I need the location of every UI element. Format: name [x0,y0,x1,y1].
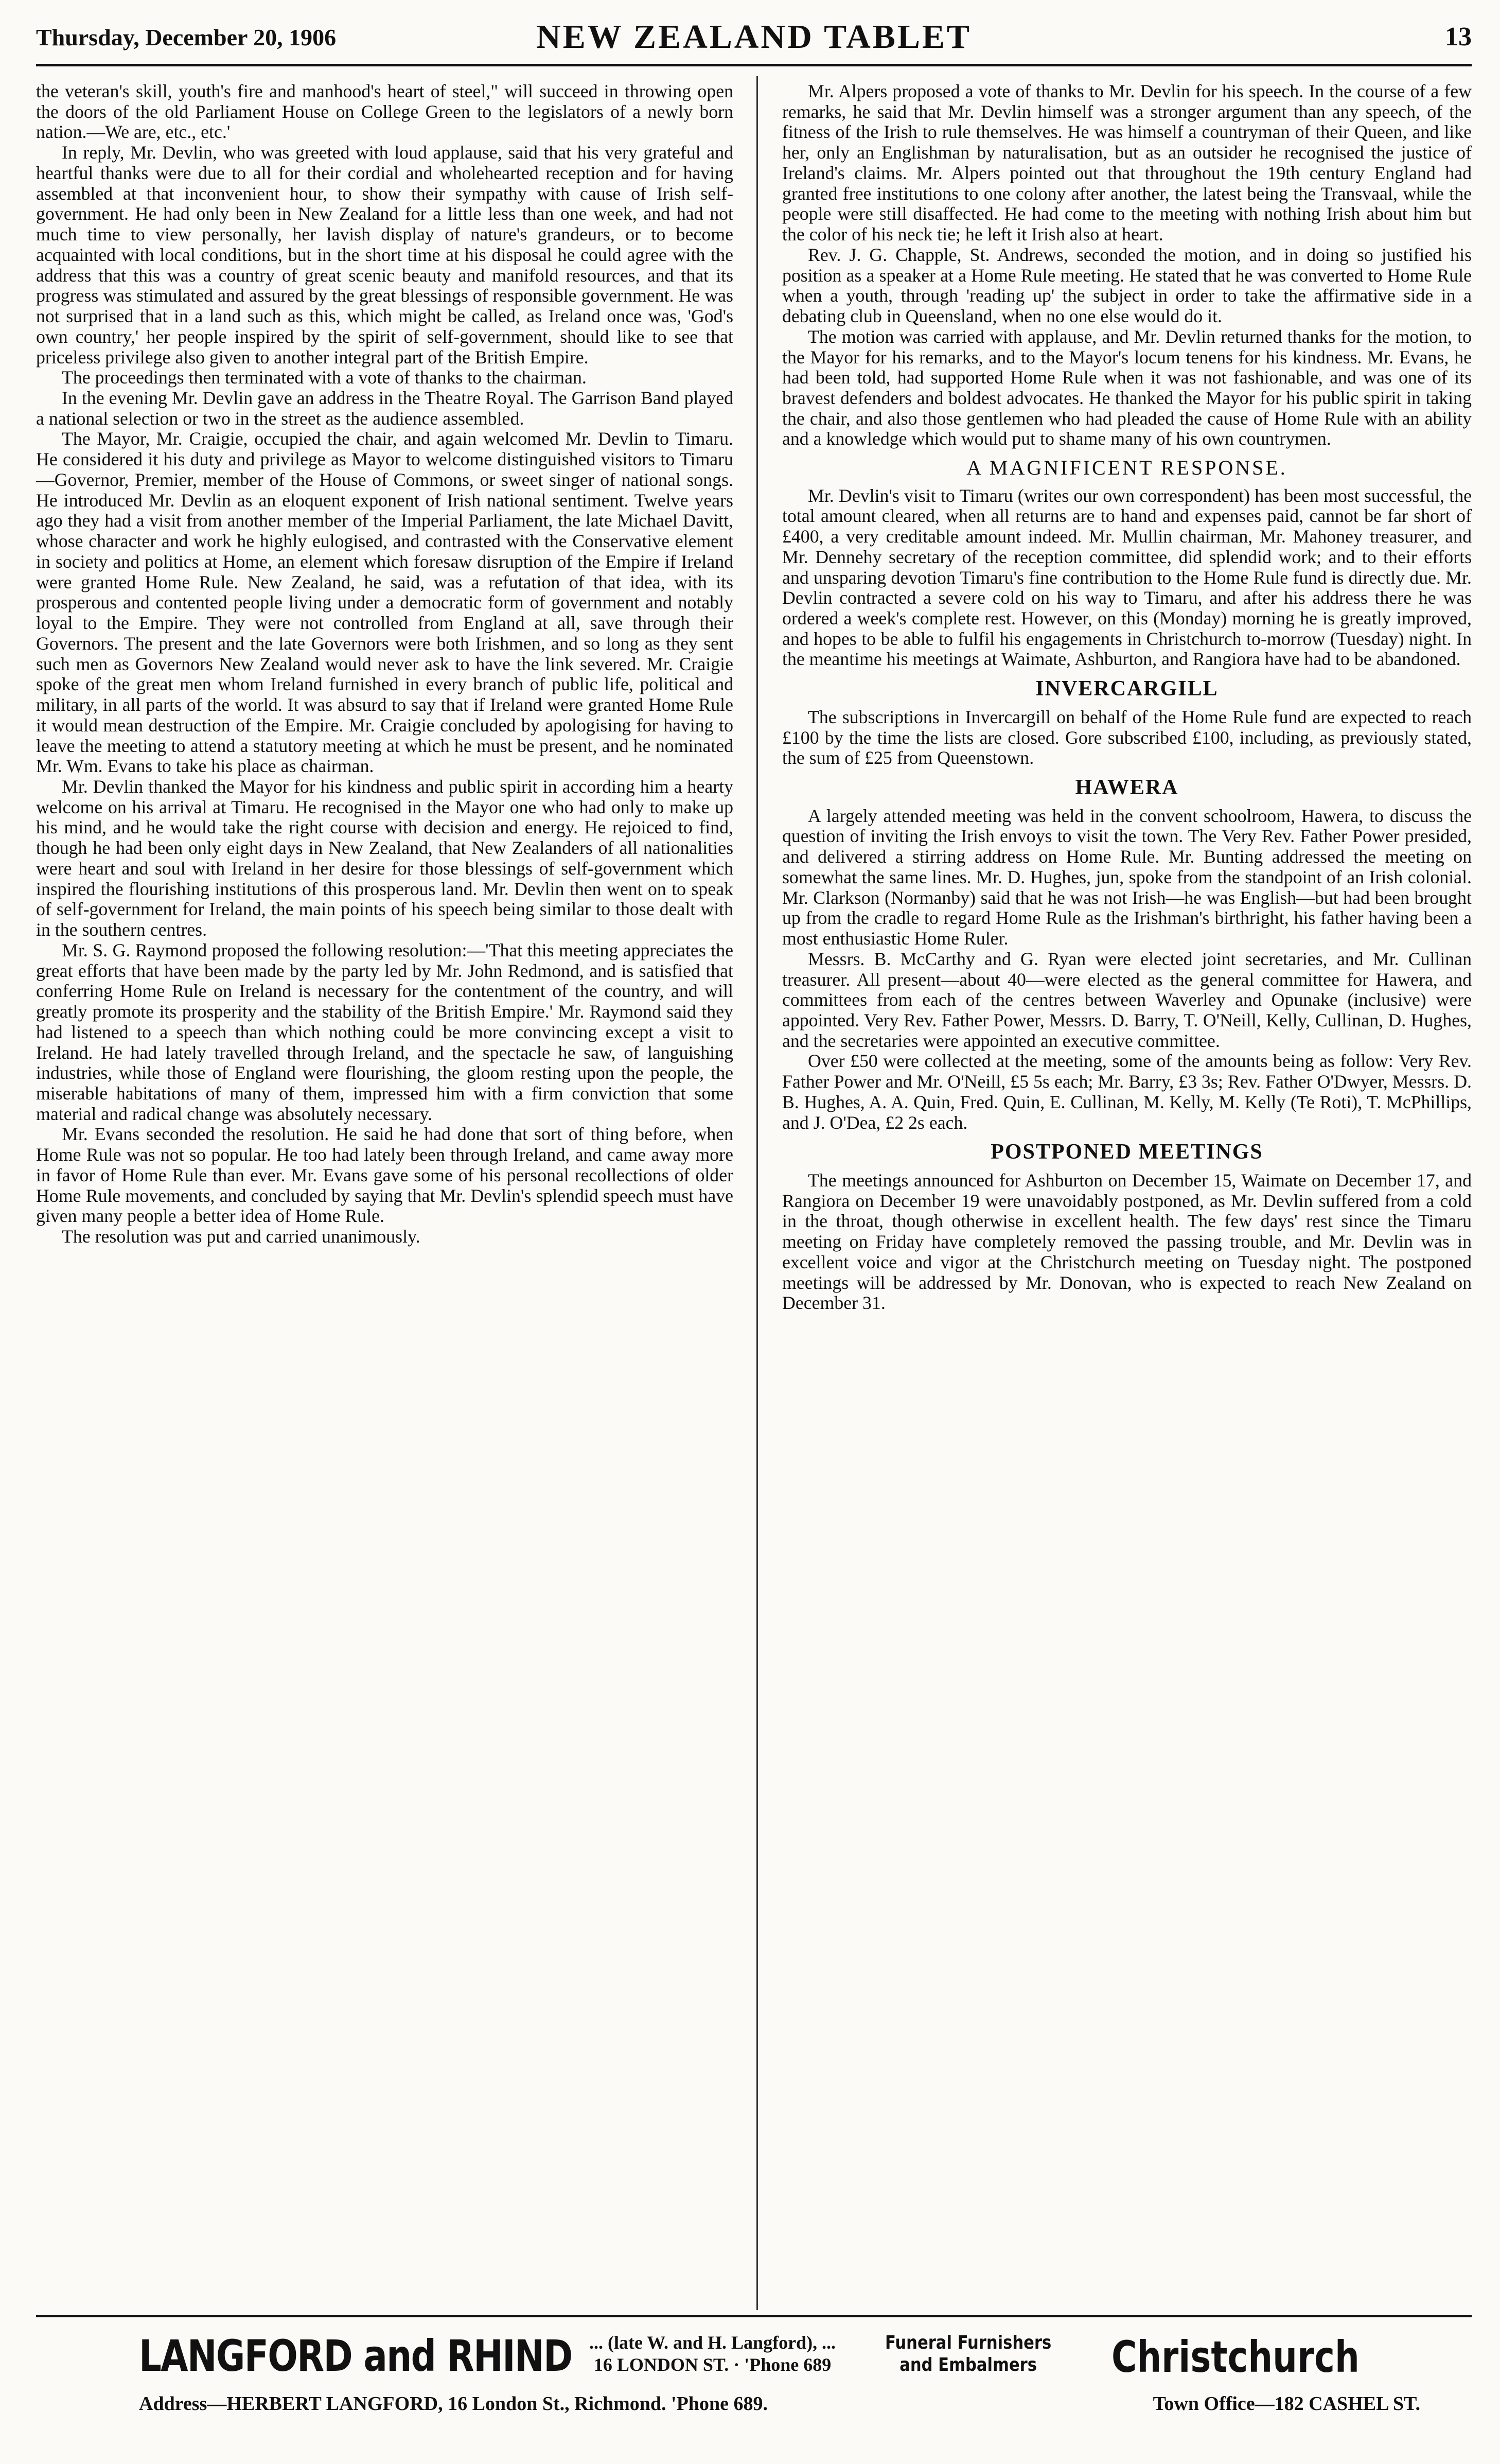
paragraph: The subscriptions in Invercargill on behalf of the Home Rule fund are expected to reach £100 by the time the lists are closed. Gore subscribed £100, including, as previously stated, the sum of £25 from Queenstown. [782,706,1472,768]
left-column [36,81,733,1247]
column-rule [756,76,758,2310]
right-column [782,81,1472,1314]
paragraph: Mr. Devlin thanked the Mayor for his kindness and public spirit in according him a hearty welcome on his arrival at Timaru. He recognised in the Mayor one who had only to make up his mind, and he would take the right course with decision and energy. He rejoiced to find, though he had been only eight days in New Zealand, that New Zealanders of all nationalities were heart and soul with Ireland in her desire for those blessings of self-government which inspired the flourishing institutions of this prosperous land. Mr. Devlin then went on to speak of self-government for Ireland, the main points of his speech being similar to those dealt with in the southern centres. [36,776,733,940]
ad-late-line [589,2332,836,2376]
paragraph: Mr. Devlin's visit to Timaru (writes our own correspondent) has been most successful, the total amount cleared, when all returns are to hand and expenses paid, cannot be far short of £400, a very creditable amount indeed. Mr. Mullin chairman, Mr. Mahoney treasurer, and Mr. Dennehy secretary of the reception committee, did splendid work; and to their efforts and unsparing devotion Timaru's fine contribution to the Home Rule fund is directly due. Mr. Devlin contracted a severe cold on his way to Timaru, and after his address there he was ordered a week's complete rest. However, on this (Monday) morning he is greatly improved, and hopes to be able to fulfil his engagements in Christchurch to-morrow (Tuesday) night. In the meantime his meetings at Waimate, Ashburton, and Rangiora have had to be abandoned. [782,485,1472,670]
paragraph: Mr. Evans seconded the resolution. He said he had done that sort of thing before, when Home Rule was not so popular. He too had lately been through Ireland, and came away more in favor of Home Rule than ever. Mr. Evans gave some of his personal recollections of older Home Rule movements, and concluded by saying that Mr. Devlin's splendid speech must have given many people a better idea of Home Rule. [36,1124,733,1227]
paragraph: The Mayor, Mr. Craigie, occupied the chair, and again welcomed Mr. Devlin to Timaru. He considered it his duty and privilege as Mayor to welcome distinguished visitors to Timaru—Governor, Premier, member of the House of Commons, or sweet singer of national songs. He introduced Mr. Devlin as an eloquent exponent of Irish national sentiment. Twelve years ago they had a visit from another member of the Imperial Parliament, the late Michael Davitt, whose character and work he highly eulogised, and contrasted with the Conservative element in society and politics at Home, an element which foresaw disruption of the Empire if Ireland were granted Home Rule. New Zealand, he said, was a refutation of that idea, with its prosperous and contented people living under a democratic form of government and notably loyal to the Empire. They were not controlled from England at all, save through their Governors. The present and the late Governors were both Irishmen, and so long as they sent such men as Governors New Zealand would never ask to have the link severed. Mr. Craigie spoke of the great men whom Ireland furnished in every branch of public life, political and military, in all parts of the world. It was absurd to say that if Ireland were granted Home Rule it would mean destruction of the Empire. Mr. Craigie concluded by apologising for having to leave the meeting to attend a statutory meeting at which he must be present, and he nominated Mr. Wm. Evans to take his place as chairman. [36,428,733,777]
paragraph: the veteran's skill, youth's fire and manhood's heart of steel," will succeed in throwing open the doors of the old Parliament House on College Green to the legislators of a newly born nation.—We are, etc., etc.' [36,81,733,143]
paragraph: Mr. S. G. Raymond proposed the following resolution:—'That this meeting appreciates the great efforts that have been made by the party led by Mr. John Redmond, and is satisfied that conferring Home Rule on Ireland is necessary for the contentment of the country, and will greatly promote its prosperity and the stability of the British Empire.' Mr. Raymond said they had listened to a speech than which nothing could be more convincing except a visit to Ireland. He had lately travelled through Ireland, and the spectacle he saw, of languishing industries, while those of England were flourishing, the gloom resting upon the people, the miserable habitations of many of them, impressed him with a firm conviction that some material and radical change was absolutely necessary. [36,939,733,1124]
section-heading-postponed-meetings: POSTPONED MEETINGS [991,1140,1263,1164]
section-heading-invercargill: INVERCARGILL [1035,677,1219,701]
paragraph: In reply, Mr. Devlin, who was greeted with loud applause, said that his very grateful and heartful thanks were due to all for their cordial and wholehearted reception and for having assembled at that inconvenient hour, to show their sympathy with cause of Irish self-government. He had only been in New Zealand for a little less than one week, and had not much time to view personally, her lavish display of nature's grandeurs, or to become acquainted with local conditions, but in the short time at his disposal he could agree with the address that this was a country of great scenic beauty and manifold resources, and that its progress was stimulated and assured by the great blessings of responsible government. He was not surprised that in a land such as this, which might be called, as Ireland once was, 'God's own country,' her people inspired by the spirit of self-government, should like to see that priceless privilege also given to another integral part of the British Empire. [36,142,733,368]
masthead-title: NEW ZEALAND TABLET [536,18,972,56]
paragraph: Rev. J. G. Chapple, St. Andrews, seconded the motion, and in doing so justified his position as a speaker at a Home Rule meeting. He stated that he was converted to Home Rule when a youth, through 'reading up' the subject in order to take the affirmative side in a debating club in Queensland, when no one else would do it. [782,244,1472,327]
ad-address: Address—HERBERT LANGFORD, 16 London St., Richmond. 'Phone 689. [139,2393,768,2415]
ad-funeral-line-2: and Embalmers [899,2354,1037,2376]
issue-date: Thursday, December 20, 1906 [36,24,337,50]
paragraph: The motion was carried with applause, and Mr. Devlin returned thanks for the motion, to the Mayor for his remarks, and to the Mayor's locum tenens for his kindness. Mr. Evans, he had been told, had supported Home Rule when it was not fashionable, and was one of its bravest defenders and boldest advocates. He thanked the Mayor for his public spirit in taking the chair, and also those gentlemen who had pleaded the cause of Home Rule with an ability and a knowledge which would put to shame many of his own countrymen. [782,326,1472,449]
header-rule [36,64,1472,66]
ad-city: Christchurch [1111,2332,1360,2382]
paragraph: Messrs. B. McCarthy and G. Ryan were elected joint secretaries, and Mr. Cullinan treasurer. All present—about 40—were elected as the general committee for Hawera, and committees from each of the centres between Waverley and Opunake (inclusive) were appointed. Very Rev. Father Power, Messrs. D. Barry, T. O'Neill, Kelly, Cullinan, D. Hughes, and the secretaries were appointed an executive committee. [782,948,1472,1051]
advertisement [36,2326,1472,2434]
advertisement-rule [36,2315,1472,2317]
paragraph: In the evening Mr. Devlin gave an address in the Theatre Royal. The Garrison Band played a national selection or two in the street as the audience assembled. [36,388,733,429]
paragraph: A largely attended meeting was held in the convent schoolroom, Hawera, to discuss the question of inviting the Irish envoys to visit the town. The Very Rev. Father Power presided, and delivered a stirring address on Home Rule. Mr. Bunting addressed the meeting on somewhat the same lines. Mr. D. Hughes, jun, spoke from the standpoint of an Irish colonial. Mr. Clarkson (Normanby) said that he was not Irish—he was English—but had been brought up from the cradle to regard Home Rule as the Irishman's birthright, his father having been a most enthusiastic Home Ruler. [782,805,1472,949]
ad-firm-name: LANGFORD and RHIND [139,2331,572,2381]
paragraph: The proceedings then terminated with a vote of thanks to the chairman. [62,367,587,388]
paragraph: Mr. Alpers proposed a vote of thanks to Mr. Devlin for his speech. In the course of a few remarks, he said that Mr. Devlin himself was a stronger argument than any speech, of the fitness of the Irish to rule themselves. He was himself a countryman of their Queen, and like her, only an Englishman by naturalisation, but as an outsider he recognised the justice of Ireland's claims. Mr. Alpers pointed out that throughout the 19th century England had granted free institutions to one colony after another, the latest being the Transvaal, while the people were still disaffected. He had come to the meeting with nothing Irish about him but the color of his neck tie; he left it Irish also at heart. [782,81,1472,245]
page-number: 13 [1445,22,1472,51]
paragraph: Over £50 were collected at the meeting, some of the amounts being as follow: Very Rev. Father Power and Mr. O'Neill, £5 5s each; Mr. Barry, £3 3s; Rev. Father O'Dwyer, Messrs. D. B. Hughes, A. A. Quin, Fred. Quin, E. Cullinan, M. Kelly, M. Kelly (Te Roti), T. McPhillips, and J. O'Dea, £2 2s each. [782,1051,1472,1133]
ad-late-line-2: 16 LONDON ST. · 'Phone 689 [593,2354,832,2375]
ad-late-line-1: ... (late W. and H. Langford), ... [589,2332,836,2353]
ad-funeral-line-1: Funeral Furnishers [885,2332,1052,2353]
ad-town-office: Town Office—182 CASHEL ST. [1153,2393,1420,2415]
paragraph: The resolution was put and carried unanimously. [62,1226,420,1247]
section-heading-hawera: HAWERA [1075,776,1179,800]
ad-funeral-furnishers [885,2332,1051,2376]
newspaper-page [36,14,1472,2449]
page-header [36,14,1472,61]
paragraph: The meetings announced for Ashburton on December 15, Waimate on December 17, and Rangiora on December 19 were unavoidably postponed, as Mr. Devlin suffered from a cold in the throat, though otherwise in excellent health. The few days' rest since the Timaru meeting on Friday have completely removed the passing trouble, and Mr. Devlin was in excellent voice and vigor at the Christchurch meeting on Tuesday night. The postponed meetings will be addressed by Mr. Donovan, who is expected to reach New Zealand on December 31. [782,1170,1472,1314]
section-heading-magnificent-response: A MAGNIFICENT RESPONSE. [966,456,1287,480]
